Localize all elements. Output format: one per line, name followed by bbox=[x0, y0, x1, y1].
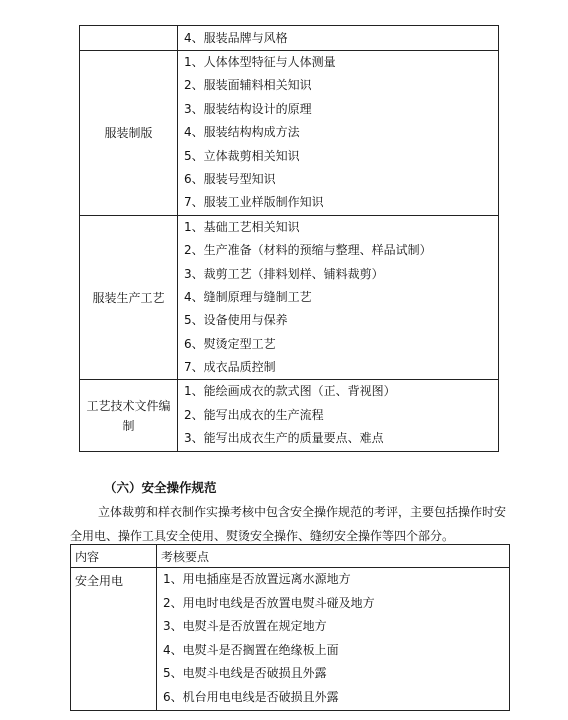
list-item: 6、服装号型知识 bbox=[184, 171, 276, 186]
list-item: 2、能写出成衣的生产流程 bbox=[184, 407, 324, 422]
list-item: 1、人体体型特征与人体测量 bbox=[184, 55, 336, 69]
table-row bbox=[80, 215, 499, 380]
category-cell: 服装生产工艺 bbox=[80, 215, 178, 380]
items-cell bbox=[178, 215, 499, 380]
list-item: 4、电熨斗是否搁置在绝缘板上面 bbox=[163, 642, 339, 657]
items-cell bbox=[157, 568, 510, 711]
items-cell bbox=[178, 26, 499, 51]
list-item: 3、电熨斗是否放置在规定地方 bbox=[163, 619, 327, 634]
section-title: （六）安全操作规范 bbox=[104, 480, 217, 495]
list-item: 5、立体裁剪相关知识 bbox=[184, 148, 300, 163]
category-cell: 服装制版 bbox=[80, 51, 178, 216]
section-paragraph: 立体裁剪和样衣制作实操考核中包含安全操作规范的考评，主要包括操作时安全用电、操作工具安全使用、熨烫安全操作、缝纫安全操作等四个部分。 bbox=[70, 505, 507, 543]
list-item: 6、熨烫定型工艺 bbox=[184, 336, 276, 351]
list-item: 2、用电时电线是否放置电熨斗碰及地方 bbox=[163, 595, 375, 610]
table-row bbox=[80, 380, 499, 451]
list-item: 1、用电插座是否放置远离水源地方 bbox=[163, 572, 351, 586]
list-item: 4、缝制原理与缝制工艺 bbox=[184, 289, 312, 304]
list-item: 1、基础工艺相关知识 bbox=[184, 219, 300, 234]
list-item: 3、能写出成衣生产的质量要点、难点 bbox=[184, 431, 384, 446]
list-item: 2、服装面辅料相关知识 bbox=[184, 78, 312, 93]
list-item: 5、电熨斗电线是否破损且外露 bbox=[163, 666, 327, 681]
category-cell bbox=[80, 26, 178, 51]
list-item: 3、服装结构设计的原理 bbox=[184, 101, 312, 116]
list-item: 2、生产准备（材料的预缩与整理、样品试制） bbox=[184, 243, 432, 258]
category-cell: 安全用电 bbox=[71, 568, 157, 711]
list-item: 1、能绘画成衣的款式图（正、背视图） bbox=[184, 384, 396, 399]
list-item: 4、服装品牌与风格 bbox=[184, 31, 288, 45]
table-header-row bbox=[71, 545, 510, 568]
safety-table bbox=[70, 544, 510, 711]
list-item: 6、机台用电电线是否破损且外露 bbox=[163, 689, 339, 704]
table-row bbox=[71, 568, 510, 711]
list-item: 3、裁剪工艺（排料划样、铺料裁剪） bbox=[184, 266, 384, 281]
list-item: 7、成衣品质控制 bbox=[184, 360, 276, 375]
header-content: 内容 bbox=[71, 545, 157, 568]
list-item: 5、设备使用与保养 bbox=[184, 313, 288, 328]
items-cell bbox=[178, 380, 499, 451]
knowledge-table bbox=[79, 25, 499, 452]
items-cell bbox=[178, 51, 499, 216]
category-cell: 工艺技术文件编制 bbox=[80, 380, 178, 451]
list-item: 7、服装工业样版制作知识 bbox=[184, 195, 324, 210]
list-item: 4、服装结构构成方法 bbox=[184, 125, 300, 140]
table-row bbox=[80, 51, 499, 216]
header-points: 考核要点 bbox=[157, 545, 510, 568]
table-row bbox=[80, 26, 499, 51]
